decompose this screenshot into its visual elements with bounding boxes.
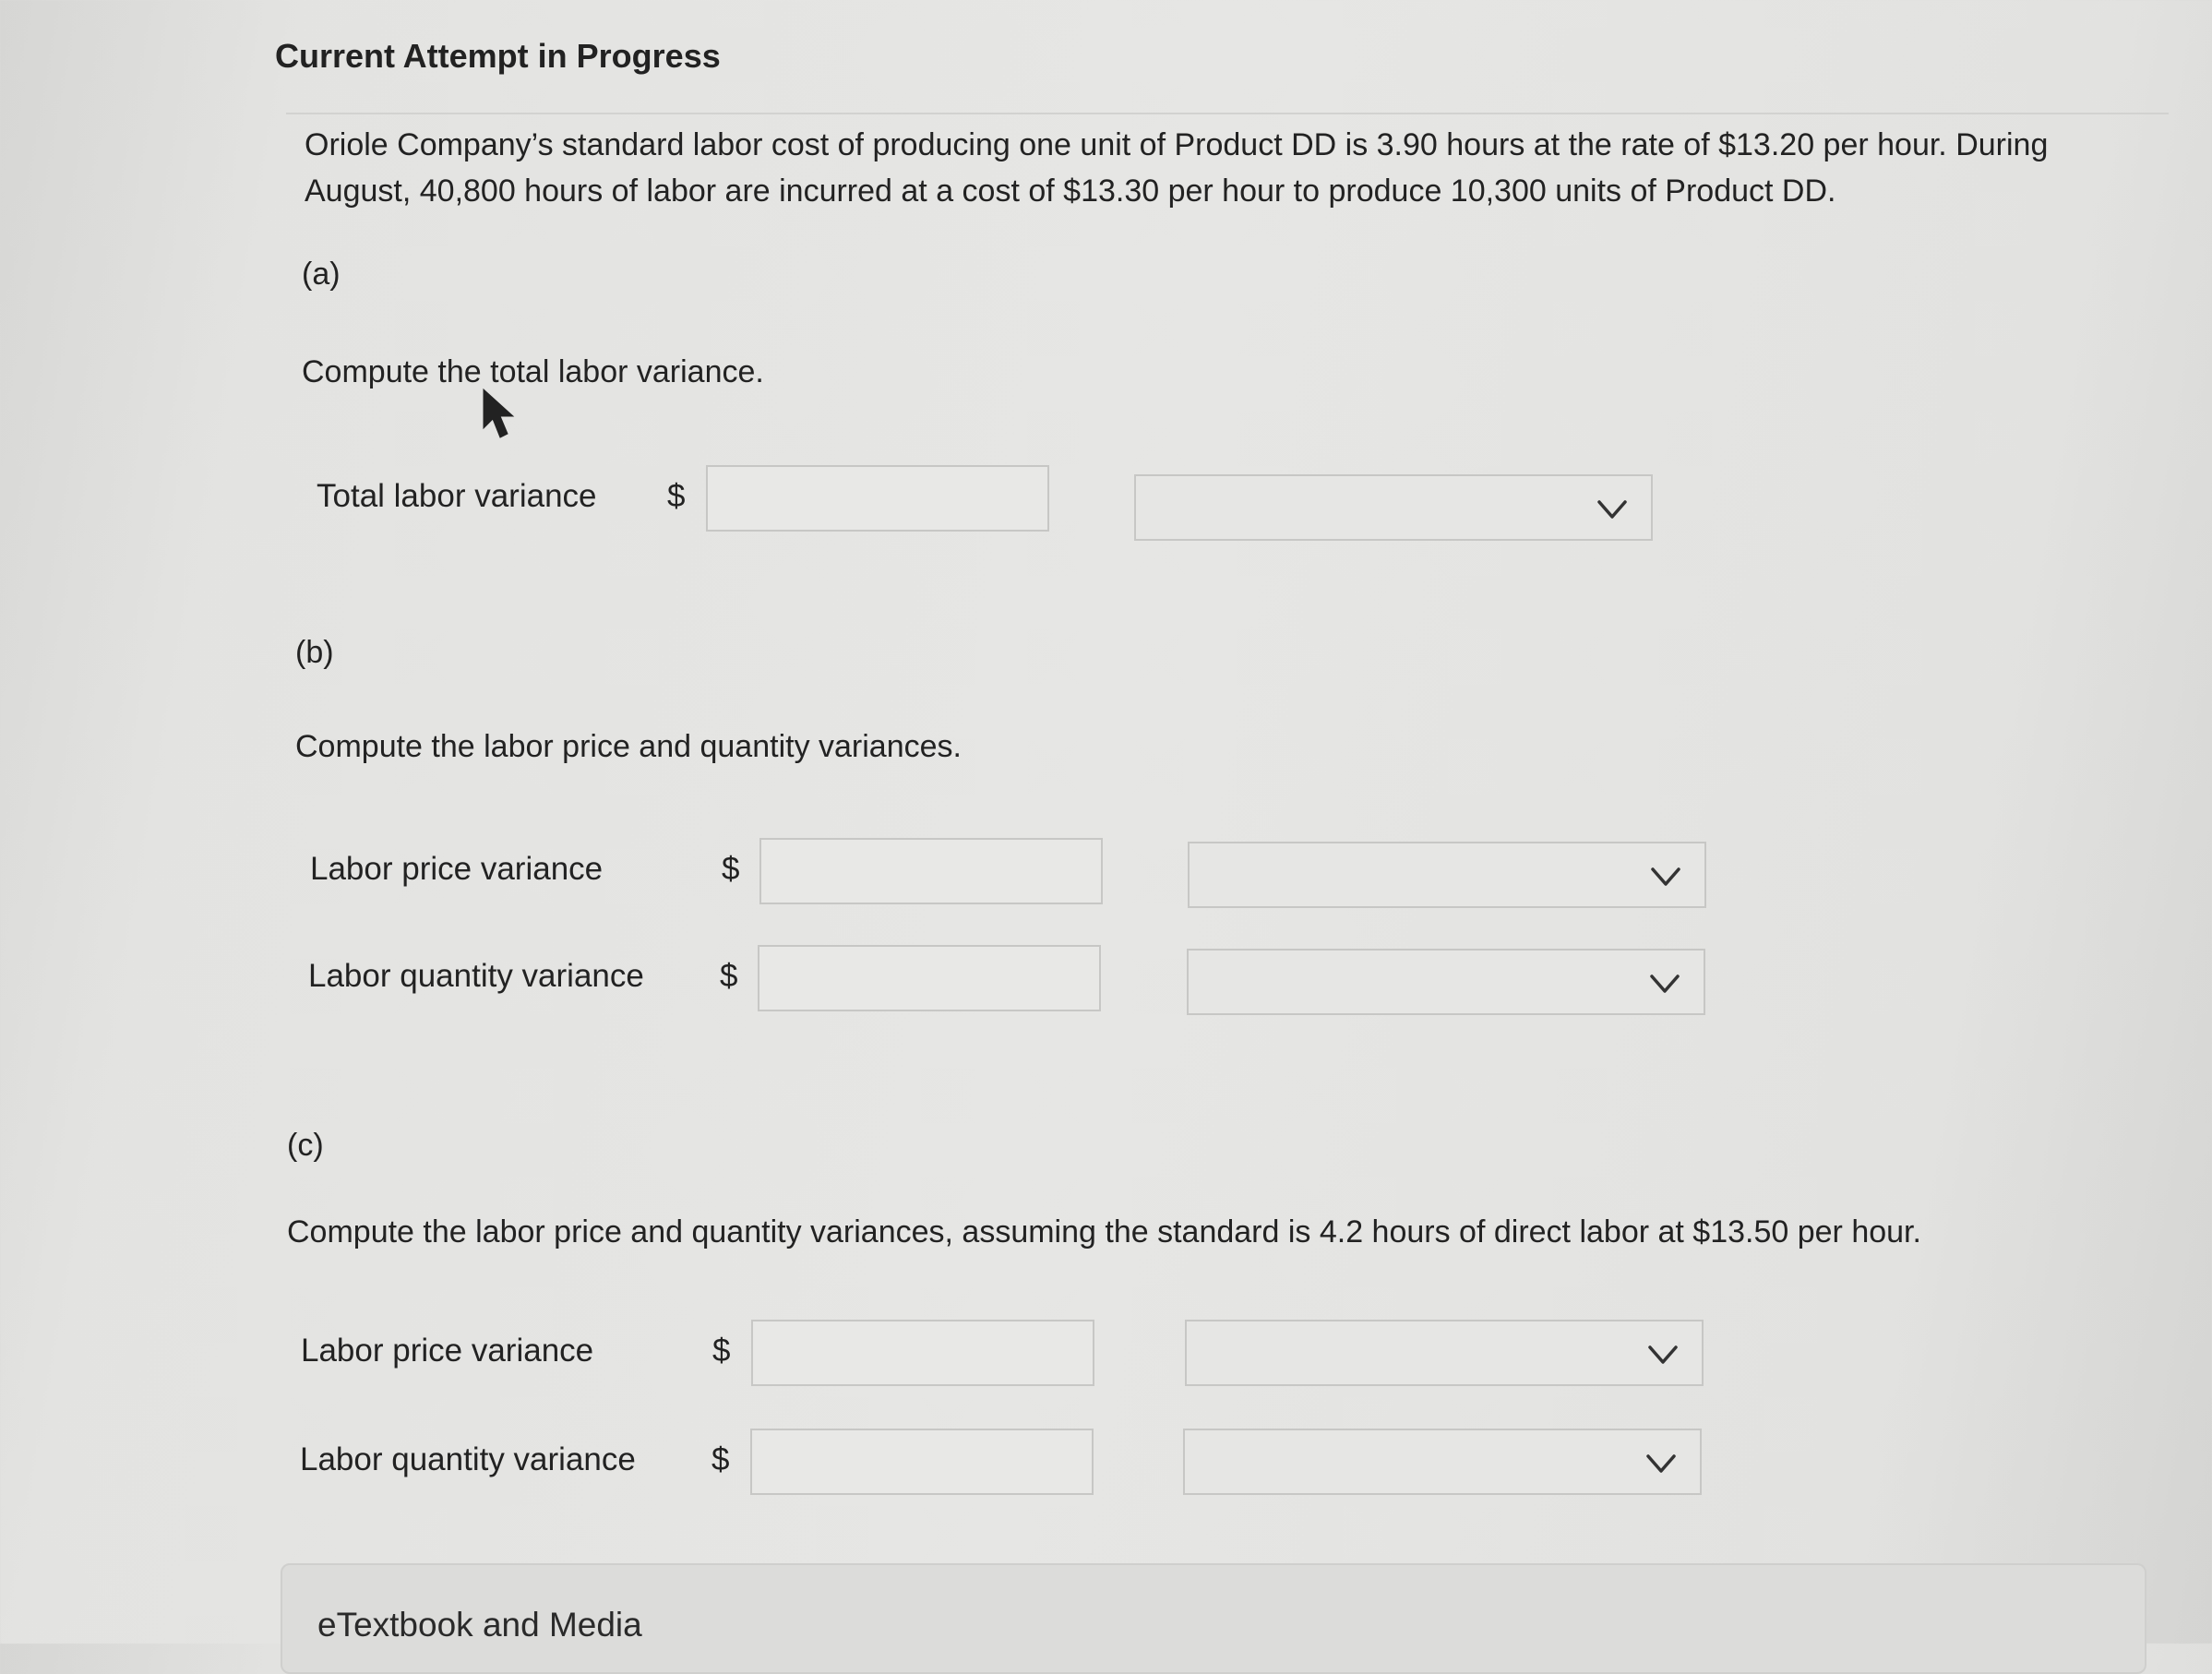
chevron-down-icon	[1647, 858, 1684, 895]
labor-quantity-variance-label: Labor quantity variance	[308, 958, 644, 994]
chevron-down-icon	[1646, 965, 1683, 1002]
total-labor-variance-input[interactable]	[706, 465, 1049, 532]
currency-symbol: $	[667, 478, 686, 514]
labor-price-variance-select[interactable]	[1188, 842, 1706, 908]
part-b-label: (b)	[295, 635, 334, 670]
labor-price-variance-input[interactable]	[751, 1320, 1094, 1386]
etextbook-media-label[interactable]: eTextbook and Media	[317, 1606, 642, 1644]
labor-price-variance-label: Labor price variance	[310, 851, 604, 887]
labor-quantity-variance-label: Labor quantity variance	[300, 1441, 636, 1477]
labor-price-variance-select[interactable]	[1185, 1320, 1704, 1386]
total-labor-variance-select[interactable]	[1134, 474, 1653, 541]
section-title: Current Attempt in Progress	[275, 37, 721, 75]
part-a-label: (a)	[302, 257, 341, 292]
etextbook-media-panel[interactable]	[281, 1563, 2146, 1674]
part-a-instruction: Compute the total labor variance.	[302, 354, 764, 389]
labor-quantity-variance-select[interactable]	[1187, 949, 1705, 1015]
total-labor-variance-label: Total labor variance	[317, 478, 597, 514]
currency-symbol: $	[722, 851, 740, 887]
labor-quantity-variance-input[interactable]	[750, 1429, 1094, 1495]
labor-price-variance-label: Labor price variance	[301, 1333, 594, 1369]
chevron-down-icon	[1644, 1336, 1681, 1373]
part-b-instruction: Compute the labor price and quantity variances.	[295, 729, 962, 764]
chevron-down-icon	[1594, 491, 1631, 528]
part-c-instruction: Compute the labor price and quantity variances, assuming the standard is 4.2 hours of direct labor at $13.50 per hour.	[287, 1214, 1921, 1250]
currency-symbol: $	[712, 1333, 731, 1369]
labor-quantity-variance-select[interactable]	[1183, 1429, 1702, 1495]
divider	[286, 113, 2169, 114]
part-c-label: (c)	[287, 1128, 324, 1163]
currency-symbol: $	[720, 958, 738, 994]
chevron-down-icon	[1643, 1445, 1680, 1482]
mouse-cursor-icon	[480, 388, 517, 441]
problem-statement: Oriole Company’s standard labor cost of producing one unit of Product DD is 3.90 hours at the rate of $13.20 per hour. During August, 40,800 hours of labor are incurred at a cost of $13.30 per hour to produce 10,300 units of Product DD.	[305, 127, 2049, 209]
labor-price-variance-input[interactable]	[759, 838, 1103, 904]
currency-symbol: $	[711, 1441, 730, 1477]
labor-quantity-variance-input[interactable]	[758, 945, 1101, 1011]
